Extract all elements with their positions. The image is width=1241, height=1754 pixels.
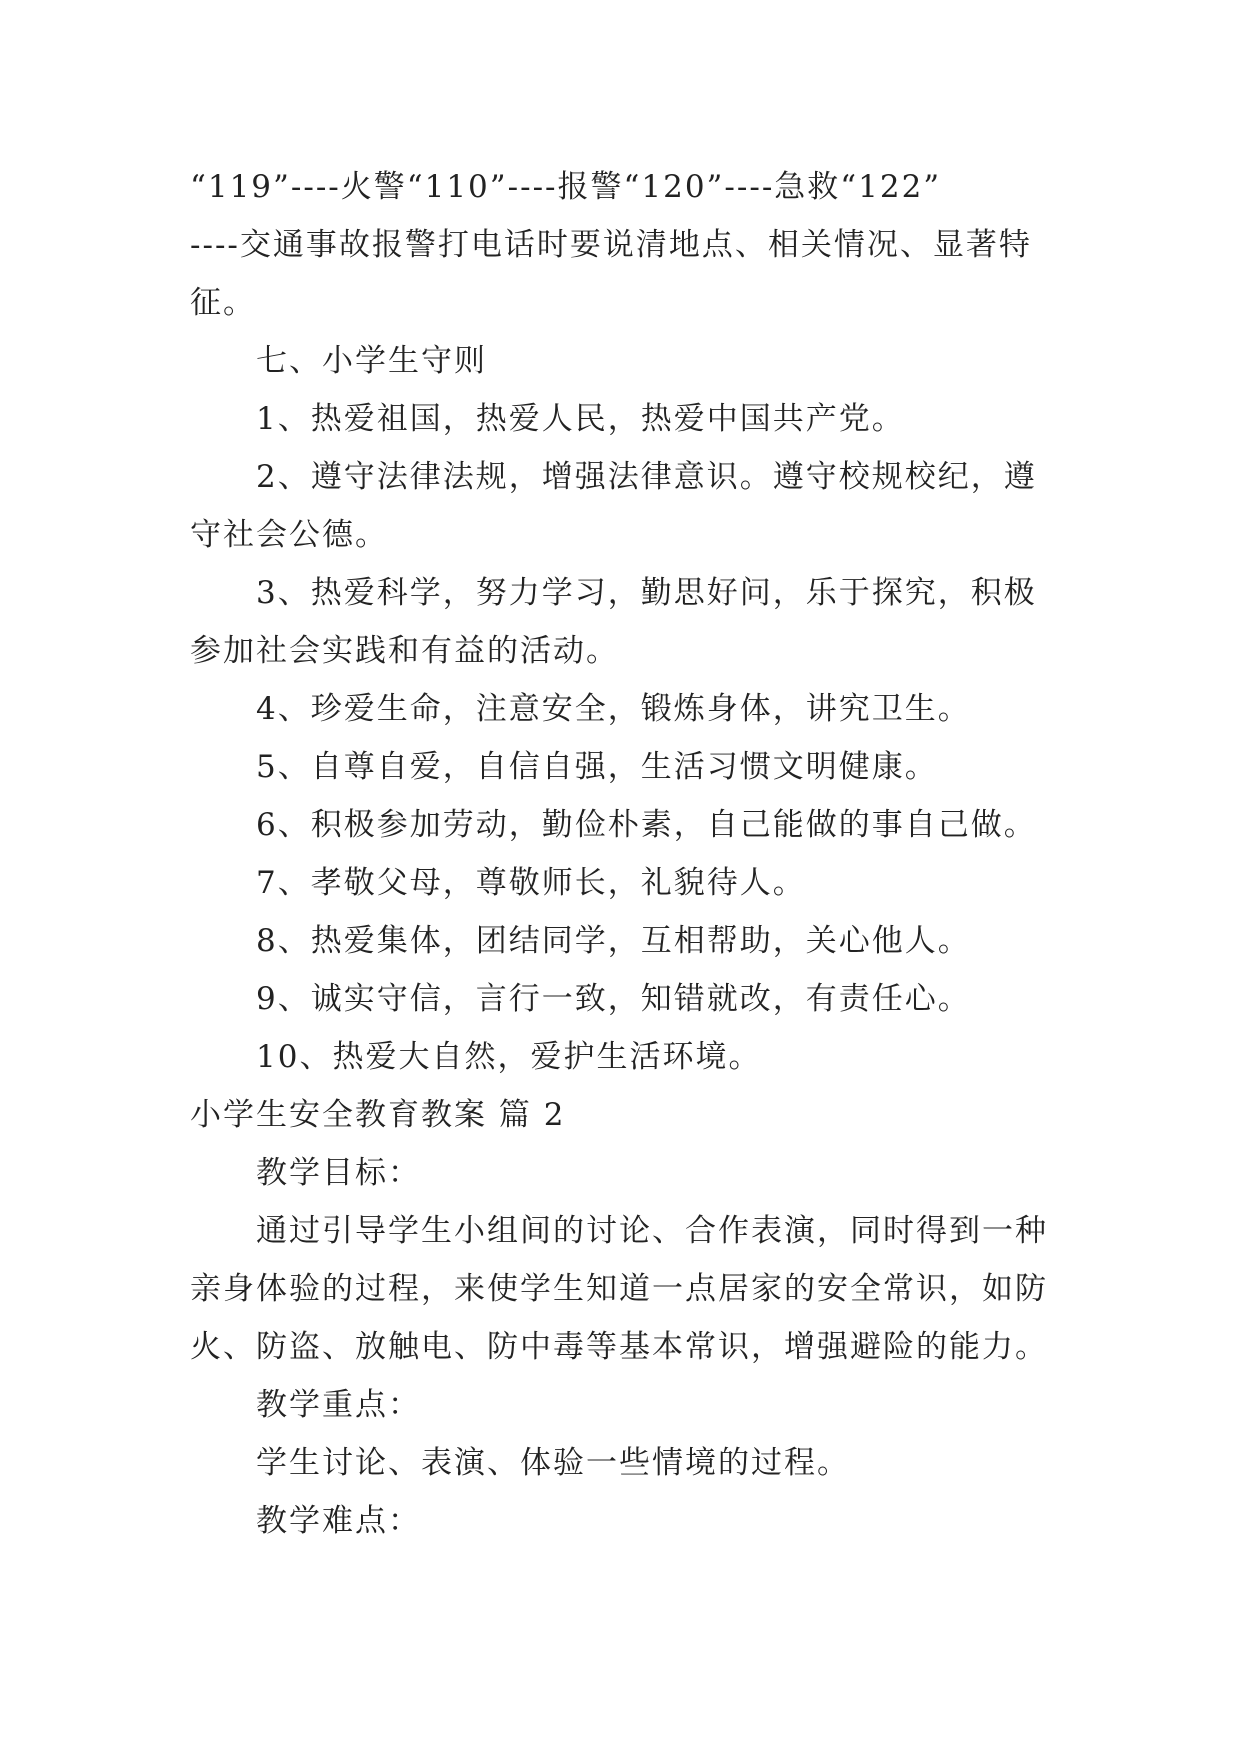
list-item: 6、积极参加劳动，勤俭朴素，自己能做的事自己做。 <box>256 807 1037 843</box>
paragraph-line: “119”----火警“110”----报警“120”----急救“122” <box>190 169 942 205</box>
paragraph-line: 学生讨论、表演、体验一些情境的过程。 <box>256 1445 850 1481</box>
subheading-teaching-goals: 教学目标： <box>256 1155 421 1191</box>
list-item: 5、自尊自爱，自信自强，生活习惯文明健康。 <box>256 749 938 785</box>
list-item-continuation: 守社会公德。 <box>190 517 388 553</box>
document-body <box>190 158 1060 1550</box>
list-item: 7、孝敬父母，尊敬师长，礼貌待人。 <box>256 865 806 901</box>
list-item: 3、热爱科学，努力学习，勤思好问，乐于探究，积极 <box>256 575 1037 611</box>
list-item-continuation: 参加社会实践和有益的活动。 <box>190 633 619 669</box>
lesson-title: 小学生安全教育教案 篇 2 <box>190 1097 566 1133</box>
paragraph-line: 通过引导学生小组间的讨论、合作表演，同时得到一种 <box>256 1213 1048 1249</box>
list-item: 1、热爱祖国，热爱人民，热爱中国共产党。 <box>256 401 905 437</box>
paragraph-line: 亲身体验的过程，来使学生知道一点居家的安全常识，如防 <box>190 1271 1048 1307</box>
subheading-difficulties: 教学难点： <box>256 1503 421 1539</box>
list-item: 9、诚实守信，言行一致，知错就改，有责任心。 <box>256 981 971 1017</box>
list-item: 10、热爱大自然，爱护生活环境。 <box>256 1039 762 1075</box>
list-item: 4、珍爱生命，注意安全，锻炼身体，讲究卫生。 <box>256 691 971 727</box>
paragraph-line: 征。 <box>190 285 256 321</box>
subheading-key-points: 教学重点： <box>256 1387 421 1423</box>
paragraph-line: 火、防盗、放触电、防中毒等基本常识，增强避险的能力。 <box>190 1329 1048 1365</box>
list-item: 2、遵守法律法规，增强法律意识。遵守校规校纪，遵 <box>256 459 1037 495</box>
paragraph-line: ----交通事故报警打电话时要说清地点、相关情况、显著特 <box>190 227 1032 263</box>
section-heading: 七、小学生守则 <box>256 343 487 379</box>
list-item: 8、热爱集体，团结同学，互相帮助，关心他人。 <box>256 923 971 959</box>
